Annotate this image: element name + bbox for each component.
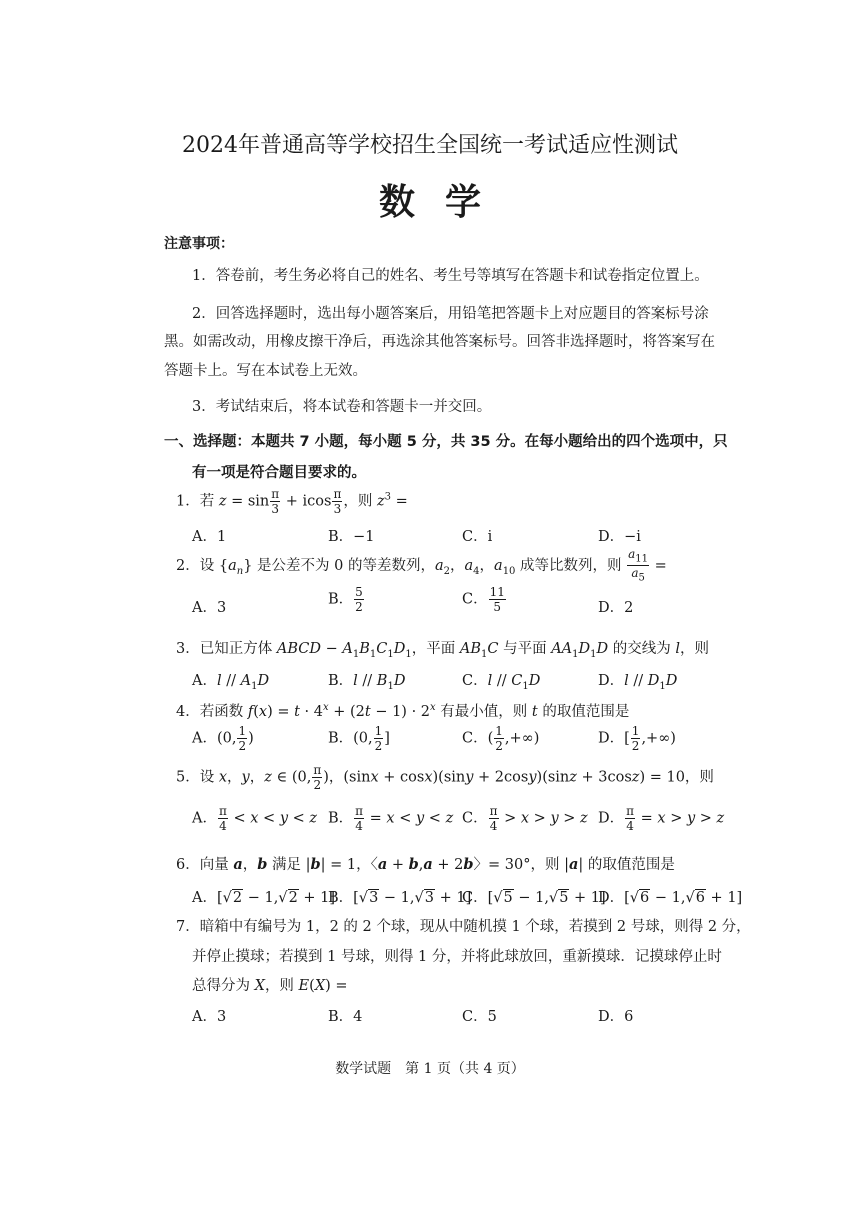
q5-option-d: D． $\frac{\pi}{4}$ = x > y > z [598, 804, 725, 833]
q4-option-b: B．(0, $\frac{1}{2}$ ] [328, 724, 390, 753]
q4-option-c: C．( $\frac{1}{2}$ ,+∞) [462, 724, 540, 753]
q3-option-d: D．l // $D_1D$ [598, 673, 678, 692]
q5-option-a: A． $\frac{\pi}{4}$ < x < y < z [192, 804, 318, 833]
q6-option-b: B．[√3 − 1,√3 + 1] [328, 890, 472, 906]
notice-item-2-cont2: 答题卡上。写在本试卷上无效。 [164, 363, 367, 379]
subject-title: 数学 [378, 181, 511, 223]
q7-option-b: B．4 [328, 1009, 363, 1025]
question-3: 3．已知正方体 ABCD − $A_1B_1C_1D_1$，平面 $AB_1C$ 与平面 $AA_1D_1D$ 的交线为 l，则 [176, 641, 710, 660]
q3-option-c: C．l // $C_1D$ [462, 673, 541, 692]
q3-option-b: B．l // $B_1D$ [328, 673, 406, 692]
page-footer: 数学试题 第 1 页（共 4 页） [335, 1061, 525, 1077]
question-1: 1．若 z = sin $\frac{\pi}{3}$ + icos $\frac{\pi}{3}$ ，则 $z^3$ = [176, 487, 408, 516]
q2-option-d: D．2 [598, 600, 634, 616]
q1-option-b: B．−1 [328, 529, 375, 545]
notice-item-2: 2．回答选择题时，选出每小题答案后，用铅笔把答题卡上对应题目的答案标号涂 [192, 306, 709, 322]
q5-option-b: B． $\frac{\pi}{4}$ = x < y < z [328, 804, 454, 833]
q3-option-a: A．l // $A_1D$ [192, 673, 270, 692]
q5-option-c: C． $\frac{\pi}{4}$ > x > y > z [462, 804, 588, 833]
q7-option-a: A．3 [192, 1009, 227, 1025]
question-6: 6．向量 a，b 满足 |b| = 1，〈a + b,a + 2b〉= 30°，则 |a| 的取值范围是 [176, 856, 675, 873]
question-4: 4．若函数 $f(x) = t \cdot 4^x + (2t - 1) \cdot 2^x$ 有最小值，则 t 的取值范围是 [176, 702, 630, 720]
q6-option-c: C．[√5 − 1,√5 + 1] [462, 890, 606, 906]
notice-item-3: 3．考试结束后，将本试卷和答题卡一并交回。 [192, 399, 492, 415]
question-7-cont: 并停止摸球；若摸到 1 号球，则得 1 分，并将此球放回，重新摸球．记摸球停止时 [192, 949, 722, 965]
q4-option-d: D．[ $\frac{1}{2}$ ,+∞) [598, 724, 676, 753]
q7-option-d: D．6 [598, 1009, 634, 1025]
q6-option-d: D．[√6 − 1,√6 + 1] [598, 890, 743, 906]
q6-option-a: A．[√2 − 1,√2 + 1] [192, 890, 336, 906]
section-heading-cont: 有一项是符合题目要求的。 [192, 465, 366, 481]
q7-option-c: C．5 [462, 1009, 497, 1025]
question-7: 7．暗箱中有编号为 1，2 的 2 个球，现从中随机摸 1 个球，若摸到 2 号球，则得 2 分， [176, 919, 751, 935]
q1-option-a: A．1 [192, 529, 227, 545]
question-7-cont2: 总得分为 X，则 E(X) = [192, 978, 348, 994]
q2-option-b: B． $\frac{5}{2}$ [328, 585, 363, 614]
notice-heading: 注意事项： [164, 236, 234, 252]
q1-option-d: D．−i [598, 529, 641, 545]
question-2: 2．设 $\{a_n\}$ 是公差不为 0 的等差数列，$a_2$，$a_4$，$a_{10}$ 成等比数列，则 $\frac{a_{11}}{a_5}$ = [176, 547, 667, 584]
q2-option-c: C． $\frac{11}{5}$ [462, 585, 505, 614]
notice-item-2-cont: 黑。如需改动，用橡皮擦干净后，再选涂其他答案标号。回答非选择题时，将答案写在 [164, 334, 715, 350]
exam-title: 2024年普通高等学校招生全国统一考试适应性测试 [182, 133, 678, 158]
q1-option-c: C．i [462, 529, 493, 545]
q2-option-a: A．3 [192, 600, 227, 616]
notice-item-1: 1．答卷前，考生务必将自己的姓名、考生号等填写在答题卡和试卷指定位置上。 [192, 268, 709, 284]
q4-option-a: A．(0, $\frac{1}{2}$ ) [192, 724, 254, 753]
section-heading: 一、选择题：本题共 7 小题，每小题 5 分，共 35 分。在每小题给出的四个选项中，只 [164, 434, 728, 450]
question-5: 5．设 x，y，z ∈ (0, $\frac{\pi}{2}$ )，(sinx + cosx)(siny + 2cosy)(sinz + 3cosz) = 10，则 [176, 763, 714, 792]
